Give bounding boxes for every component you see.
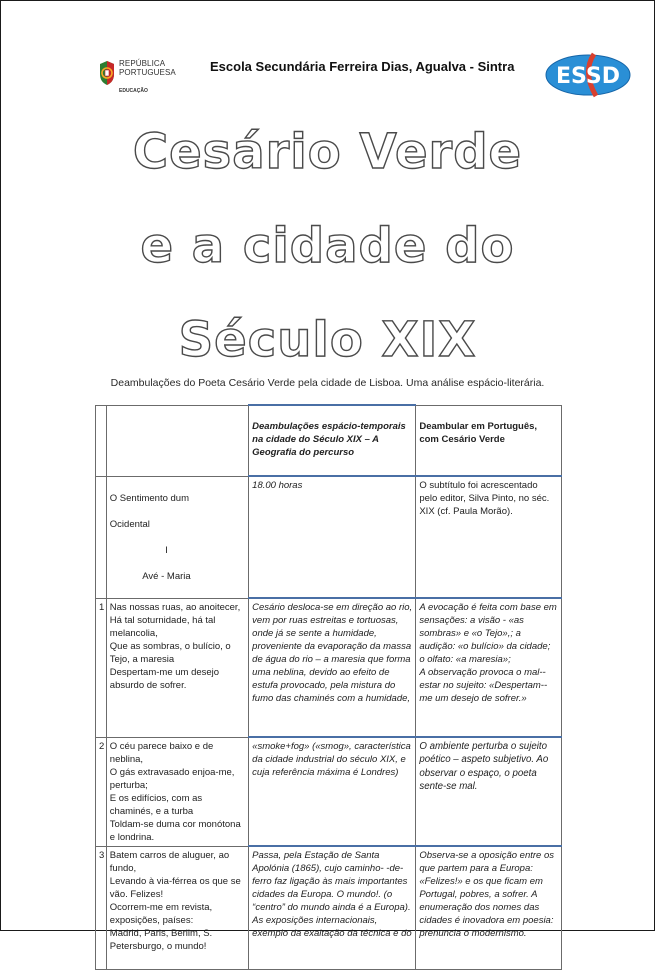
poem-stanza-cell: Nas nossas ruas, ao anoitecer, Há tal soturnidade, há tal melancolia, Que as sombras, o bulício, o Tejo, a maresia Despertam-me um desejo absurdo de sofrer. [106,598,248,737]
row-num-cell [96,476,107,598]
header-cell-poem [106,405,248,476]
table-row [96,846,562,970]
table-row [96,737,562,846]
poem-part-title: Avé - Maria [142,570,191,582]
poem-title-line: O Sentimento dum [109,492,189,504]
geography-cell: Passa, pela Estação de Santa Apolónia (1865), cujo caminho- -de-ferro faz ligação às mais importantes cidades da Europa. O mundo!. (o “centro” do mundo ainda é a Europa). As exposições internacionais, exemplo da exaltação da técnica e do [249,846,416,970]
poem-title-line: Ocidental [109,518,150,530]
table-row [96,598,562,737]
note-cell: O subtítulo foi acrescentado pelo editor, Silva Pinto, no séc. XIX (cf. Paula Morão). [416,476,562,598]
school-name: Escola Secundária Ferreira Dias, Agualva - Sintra [210,59,515,74]
essd-logo [542,52,634,98]
document-header [0,50,655,100]
geography-cell: Cesário desloca-se em direção ao rio, vem por ruas estreitas e tortuosas, onde já se sente a humidade, proveniente da evaporação da massa de água do rio – a maresia que forma uma neblina, devido ao efeito de estufa provocado, pela mistura do fumo das chaminés com a humidade, [249,598,416,737]
title-line-1: Cesário Verde [132,124,523,180]
title-line-2: e a cidade do [140,218,515,274]
poem-title-cell [106,476,248,598]
title-line-3: Século XIX [178,312,477,368]
row-num-cell: 2 [96,737,107,846]
time-cell: 18.00 horas [249,476,416,598]
row-num-cell: 1 [96,598,107,737]
educacao-text: EDUCAÇÃO [119,88,148,94]
portuguese-cell: A evocação é feita com base em sensações: a visão - «as sombras» e «o Tejo»,; a audição: «o bulício» da cidade; o olfato: «a maresia»; A observação provoca o mal--estar no sujeito: «Despertam--me um desejo de sofrer.» [416,598,562,737]
poem-stanza-cell: Batem carros de aluguer, ao fundo, Levando à via-férrea os que se vão. Felizes! Ocorrem-me em revista, exposições, países: Madrid, Paris, Berlim, S. Petersburgo, o mundo! [106,846,248,970]
portuguese-cell: Observa-se a oposição entre os que partem para a Europa: «Felizes!» e os que ficam em Portugal, pobres, a sofrer. A enumeração dos nomes das cidades é inovadora em poesia: prenuncia o modernismo. [416,846,562,970]
row-num-cell: 3 [96,846,107,970]
header-cell-geography: Deambulações espácio-temporais na cidade do Século XIX – A Geografia do percurso [249,405,416,476]
poem-stanza-cell: O céu parece baixo e de neblina, O gás extravasado enjoa-me, perturba; E os edifícios, com as chaminés, e a turba Toldam-se duma cor monótona e londrina. [106,737,248,846]
portuguese-cell: O ambiente perturba o sujeito poético – aspeto subjetivo. Ao observar o espaço, o poeta sente-se mal. [416,737,562,846]
republica-portuguesa-logo [98,58,188,98]
portugal-emblem-icon [98,60,116,86]
table-header-row [96,405,562,476]
table-row-title [96,476,562,598]
geography-cell: «smoke+fog» («smog», característica da cidade industrial do século XIX, e cuja referência máxima é Londres) [249,737,416,846]
header-cell-portuguese: Deambular em Português, com Cesário Verde [416,405,562,476]
analysis-table [95,404,562,970]
header-cell-num [96,405,107,476]
republica-portuguesa-text: REPÚBLICA PORTUGUESA [119,59,176,77]
document-subtitle: Deambulações do Poeta Cesário Verde pela cidade de Lisboa. Uma análise espácio-literária. [110,377,545,389]
poem-part-number: I [165,544,168,556]
svg-text:ESSD: ESSD [556,64,620,89]
